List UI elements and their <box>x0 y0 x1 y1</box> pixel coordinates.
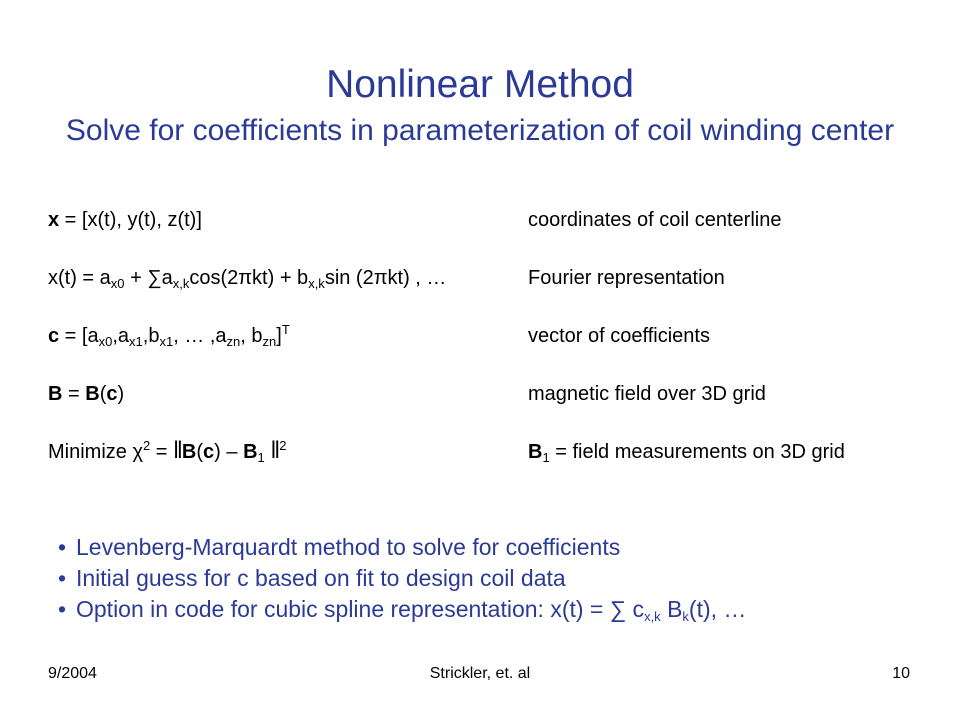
equation-field-function <box>48 379 124 409</box>
bullet-item: • Initial guess for c based on fit to design coil data <box>58 563 938 594</box>
equation-text: = <box>150 441 173 463</box>
bold-c: c <box>48 325 60 347</box>
equation-text: ( <box>196 441 204 463</box>
equation-text: + <box>124 267 148 289</box>
bullet-text: B <box>660 596 683 622</box>
equation-text: cos(2πkt) + b <box>189 267 309 289</box>
subscript: x,k <box>172 276 190 291</box>
subscript: x,k <box>644 609 661 624</box>
subscript: 1 <box>257 450 265 465</box>
subscript: x1 <box>129 334 143 349</box>
summation-symbol: ∑ <box>609 596 627 622</box>
slide-title: Nonlinear Method <box>326 63 634 106</box>
equation-text: ,a <box>112 325 130 347</box>
bold-b: B <box>243 441 258 463</box>
bullet-list <box>58 532 938 625</box>
equation-text: ) <box>117 383 125 405</box>
bold-b: B <box>85 383 100 405</box>
equation-fourier-series <box>48 263 446 293</box>
bullet-text: c <box>626 596 645 622</box>
superscript: 2 <box>279 438 287 453</box>
equation-text: Minimize χ <box>48 441 143 463</box>
equation-text: = <box>62 383 86 405</box>
page-number: 10 <box>892 665 910 682</box>
bold-b: B <box>528 441 543 463</box>
description-coefficients: vector of coefficients <box>528 325 710 347</box>
bold-b: B <box>181 441 197 463</box>
equation-row-coefficients <box>0 321 960 355</box>
equation-text: sin (2πkt) , … <box>324 267 447 289</box>
equation-text: = [x(t), y(t), z(t)] <box>59 209 202 231</box>
equation-text: ( <box>99 383 107 405</box>
bold-x: x <box>48 209 60 231</box>
bullet-item <box>58 594 938 625</box>
subscript: zn <box>226 334 241 349</box>
slide-subtitle: Solve for coefficients in parameterization of coil winding center <box>65 114 895 147</box>
footer-author: Strickler, et. al <box>429 665 531 682</box>
equation-position-vector <box>48 205 202 235</box>
bullet-text: Option in code for cubic spline representation: x(t) = <box>76 596 610 622</box>
equation-row-minimize <box>0 437 960 471</box>
superscript: T <box>281 322 290 337</box>
equation-row-field <box>0 379 960 413</box>
equation-text: ,b <box>142 325 160 347</box>
superscript: 2 <box>142 438 151 453</box>
equation-text: a <box>161 267 173 289</box>
equation-text: ) – <box>214 441 244 463</box>
subscript: 1 <box>542 450 550 465</box>
equation-text: , … ,a <box>173 325 227 347</box>
subscript: x0 <box>110 276 125 291</box>
footer-date: 9/2004 <box>48 665 97 682</box>
bold-c: c <box>106 383 118 405</box>
subscript: k <box>682 609 689 624</box>
norm-symbol: ‖ <box>172 437 182 464</box>
equation-text: ] <box>276 325 282 347</box>
equation-row-position <box>0 205 960 239</box>
norm-symbol: ‖ <box>270 437 280 464</box>
bullet-item: • Levenberg-Marquardt method to solve for coefficients <box>58 532 938 563</box>
equation-text: = [a <box>59 325 99 347</box>
bold-c: c <box>203 441 215 463</box>
summation-symbol: ∑ <box>147 267 162 289</box>
subscript: x0 <box>98 334 113 349</box>
bullet-text: (t), … <box>688 596 747 622</box>
subscript: x1 <box>159 334 174 349</box>
equation-coefficient-vector <box>48 321 290 351</box>
equation-chi-squared <box>48 437 286 467</box>
description-measurements <box>528 437 845 467</box>
equation-row-fourier <box>0 263 960 297</box>
bold-b: B <box>48 383 63 405</box>
subscript: x,k <box>308 276 325 291</box>
description-coordinates: coordinates of coil centerline <box>528 209 782 231</box>
equation-text: , b <box>240 325 263 347</box>
description-fourier: Fourier representation <box>528 267 725 289</box>
equation-text: x(t) = a <box>48 267 111 289</box>
description-field: magnetic field over 3D grid <box>528 383 766 405</box>
description-text: = field measurements on 3D grid <box>549 441 845 463</box>
subscript: zn <box>262 334 277 349</box>
